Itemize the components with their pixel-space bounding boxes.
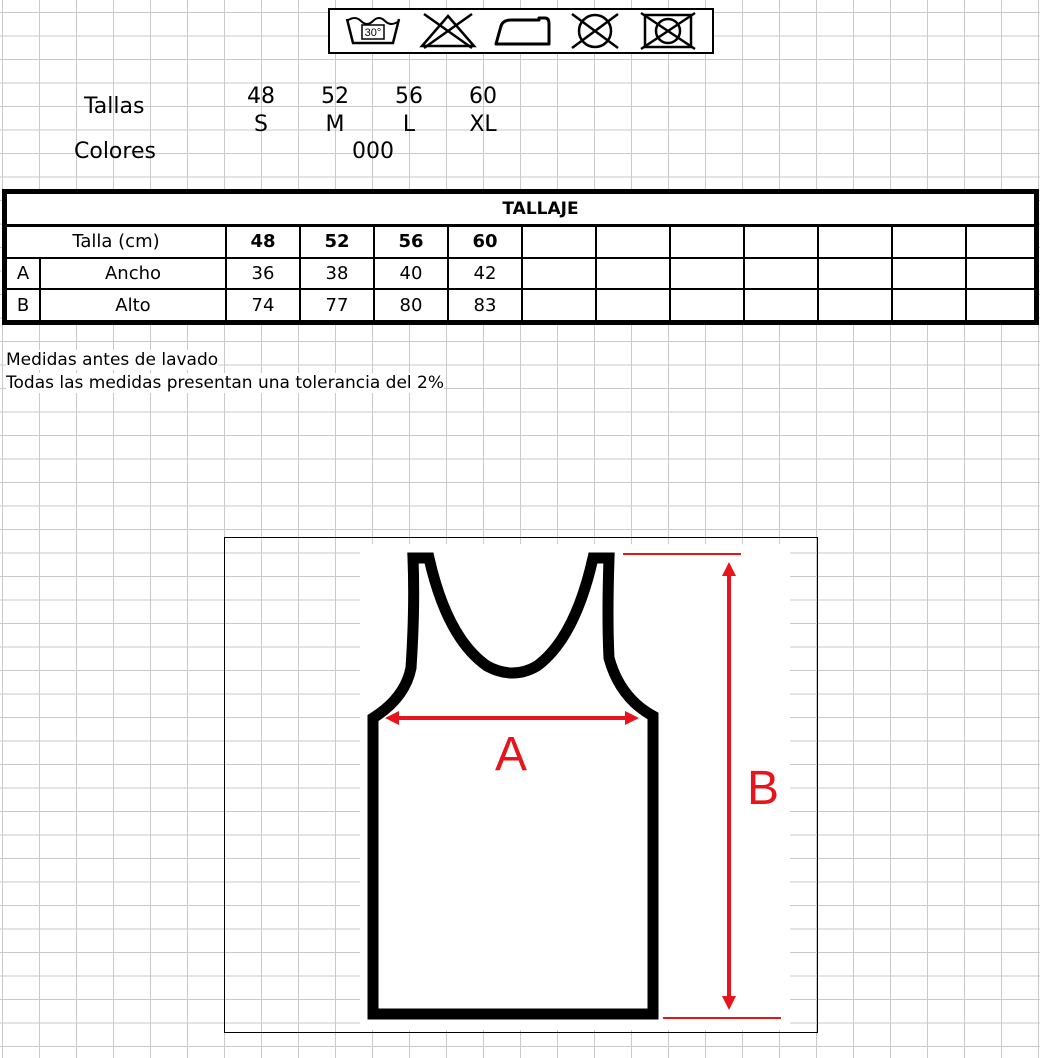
empty-cell xyxy=(596,289,670,321)
note-tolerance: Todas las medidas presentan una tolerancia del 2% xyxy=(6,373,445,393)
value-cell: 38 xyxy=(300,258,374,290)
empty-cell xyxy=(522,289,596,321)
no-tumble-dry-icon xyxy=(566,12,624,50)
value-cell: 36 xyxy=(226,258,300,290)
size-numeric-52: 52 xyxy=(321,84,349,109)
garment-diagram xyxy=(224,537,818,1033)
tallaje-title: TALLAJE xyxy=(6,193,1035,226)
table-row xyxy=(6,258,1035,290)
size-header-cell: 56 xyxy=(374,226,448,258)
empty-cell xyxy=(670,258,744,290)
row-label: Alto xyxy=(40,289,226,321)
no-bleach-icon xyxy=(416,12,480,50)
size-header-cell: 52 xyxy=(300,226,374,258)
iron-icon xyxy=(493,14,553,48)
row-label: Ancho xyxy=(40,258,226,290)
size-column-label: Talla (cm) xyxy=(6,226,226,258)
size-header-cell: 48 xyxy=(226,226,300,258)
empty-cell xyxy=(522,226,596,258)
measure-a-label: A xyxy=(494,728,528,781)
empty-cell xyxy=(596,258,670,290)
tallaje-table xyxy=(2,189,1039,325)
tallas-label: Tallas xyxy=(84,94,145,119)
value-cell: 40 xyxy=(374,258,448,290)
empty-cell xyxy=(744,226,818,258)
tank-top-illustration xyxy=(225,538,819,1034)
size-letter-s: S xyxy=(254,112,268,137)
empty-cell xyxy=(818,226,892,258)
no-dry-clean-icon xyxy=(637,11,699,51)
size-numeric-56: 56 xyxy=(395,84,423,109)
row-code: A xyxy=(6,258,40,290)
svg-text:30°: 30° xyxy=(364,27,381,39)
empty-cell xyxy=(670,226,744,258)
empty-cell xyxy=(966,226,1035,258)
empty-cell xyxy=(892,226,966,258)
size-letter-m: M xyxy=(325,112,345,137)
empty-cell xyxy=(670,289,744,321)
empty-cell xyxy=(596,226,670,258)
empty-cell xyxy=(966,258,1035,290)
care-symbols-bar xyxy=(328,8,714,54)
empty-cell xyxy=(744,289,818,321)
empty-cell xyxy=(892,258,966,290)
measure-b-label: B xyxy=(746,762,780,815)
note-before-wash: Medidas antes de lavado xyxy=(6,350,219,370)
colores-value: 000 xyxy=(352,139,394,164)
empty-cell xyxy=(892,289,966,321)
size-numeric-48: 48 xyxy=(247,84,275,109)
empty-cell xyxy=(818,289,892,321)
row-code: B xyxy=(6,289,40,321)
value-cell: 80 xyxy=(374,289,448,321)
size-letter-l: L xyxy=(402,112,416,137)
value-cell: 74 xyxy=(226,289,300,321)
empty-cell xyxy=(818,258,892,290)
table-row xyxy=(6,289,1035,321)
empty-cell xyxy=(744,258,818,290)
value-cell: 77 xyxy=(300,289,374,321)
wash-30-icon xyxy=(343,13,403,49)
size-numeric-60: 60 xyxy=(469,84,497,109)
empty-cell xyxy=(966,289,1035,321)
value-cell: 42 xyxy=(448,258,522,290)
colores-label: Colores xyxy=(74,139,156,164)
value-cell: 83 xyxy=(448,289,522,321)
size-header-cell: 60 xyxy=(448,226,522,258)
empty-cell xyxy=(522,258,596,290)
size-letter-xl: XL xyxy=(469,112,497,137)
